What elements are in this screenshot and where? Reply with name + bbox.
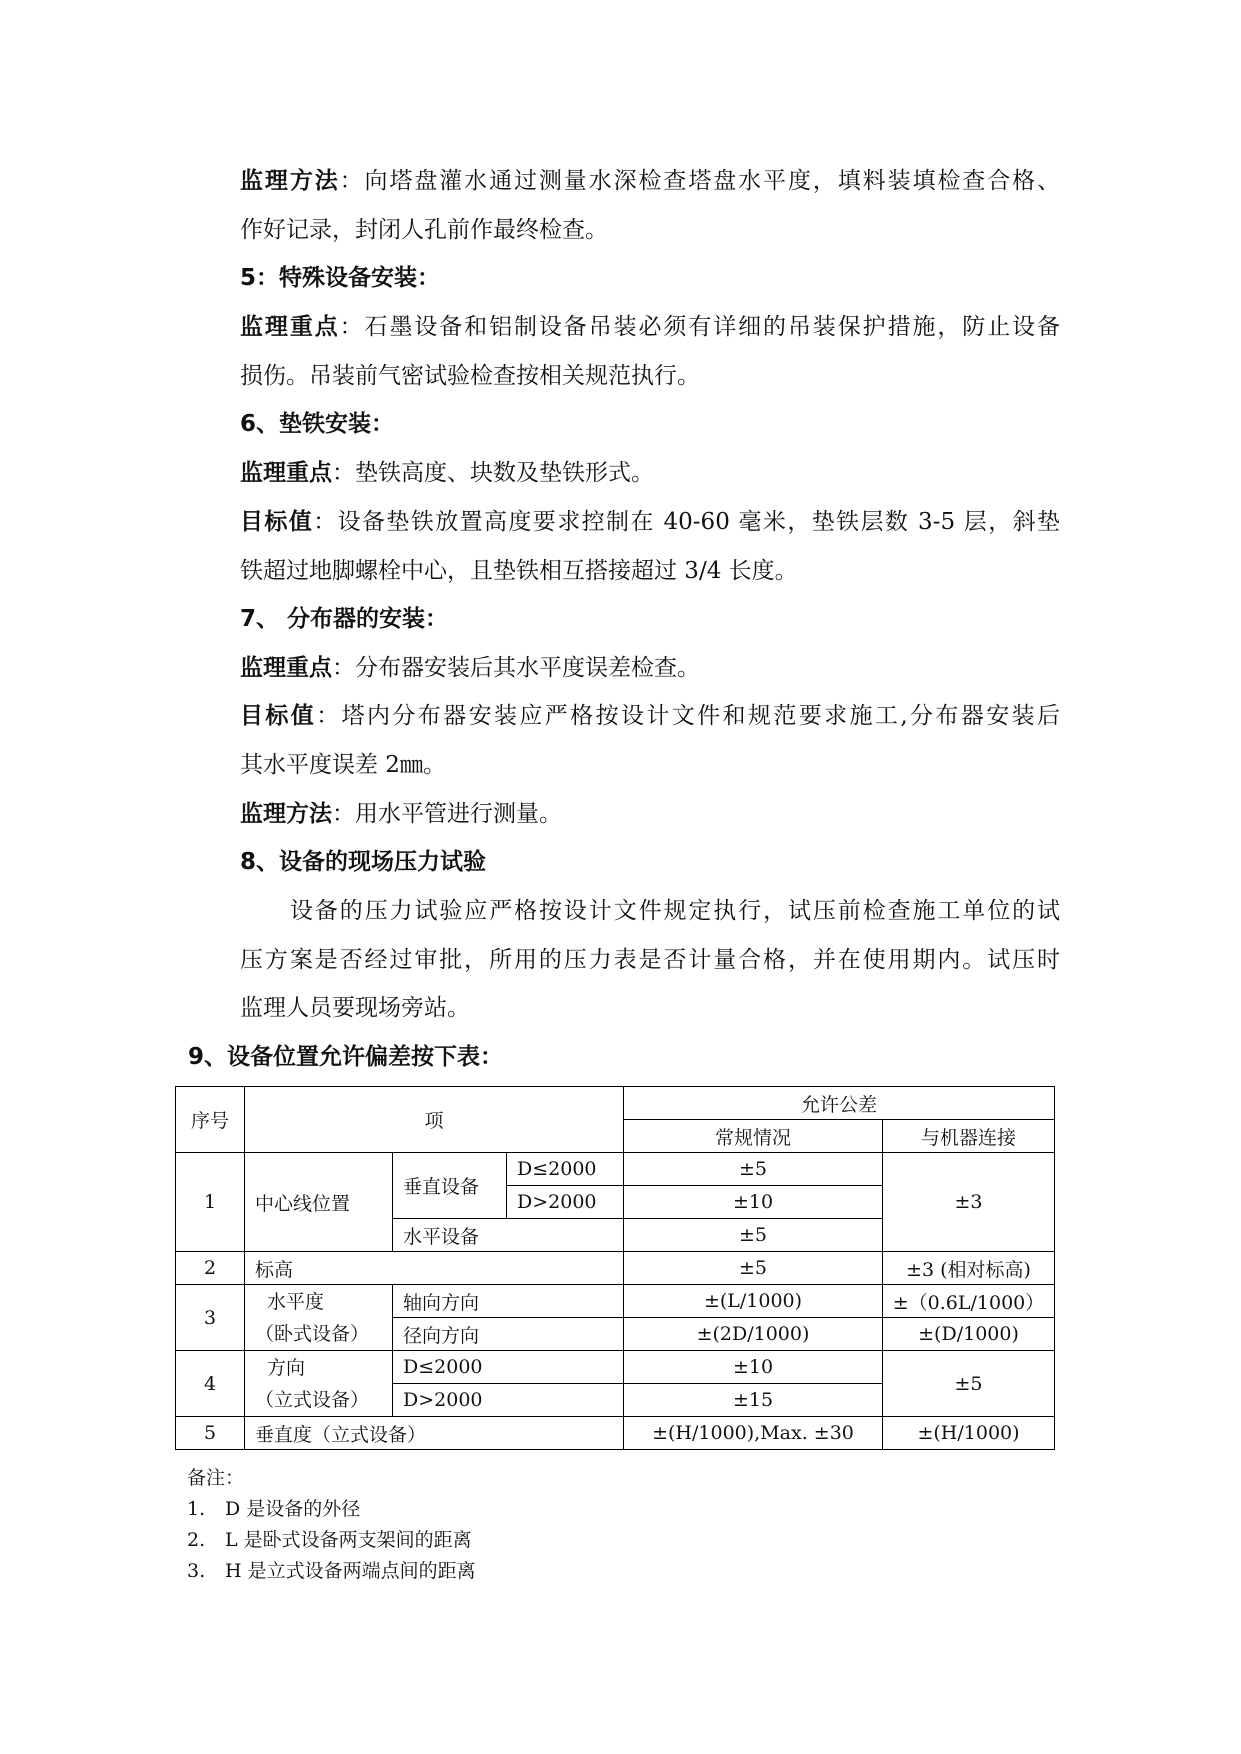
note-text: H 是立式设备两端点间的距离 [225,1560,476,1582]
note-number: 3. [187,1560,206,1582]
label-target-value: 目标值 [240,703,317,729]
notes-title: 备注： [187,1467,245,1489]
paragraph-line: 作好记录，封闭人孔前作最终检查。 [240,217,608,243]
cell-value: ±10 [624,1351,883,1384]
cell-no: 2 [176,1252,245,1285]
label-target-value: 目标值 [240,509,314,535]
paragraph-line [240,697,1060,730]
text: ：设备垫铁放置高度要求控制在 40-60 毫米，垫铁层数 3-5 层，斜垫 [313,509,1060,535]
cell-item-line: （卧式设备） [255,1322,370,1345]
text: ：塔内分布器安装应严格按设计文件和规范要求施工,分布器安装后 [316,703,1061,729]
label-supervision-method: 监理方法 [240,801,332,827]
table-row [176,1252,1055,1285]
cell-no: 5 [176,1417,245,1450]
paragraph-line: 监理人员要现场旁站。 [240,995,470,1021]
section-heading-7: 7、 分布器的安装： [240,606,449,632]
section-heading-5: 5：特殊设备安装： [240,265,441,291]
cell-machine: ±5 [883,1351,1055,1417]
text: ：用水平管进行测量。 [332,801,562,827]
note-number: 1. [187,1498,206,1520]
paragraph-line [240,503,1060,536]
paragraph-line: 铁超过地脚螺栓中心，且垫铁相互搭接超过 3/4 长度。 [240,558,798,584]
cell-sub: 径向方向 [393,1318,624,1351]
cell-no: 1 [176,1153,245,1252]
cell-machine: ±3 [883,1153,1055,1252]
paragraph-line [240,795,562,828]
text: ：向塔盘灌水通过测量水深检查塔盘水平度，填料装填检查合格、 [339,168,1060,194]
header-item: 项 [245,1087,624,1153]
section-heading-9: 9、设备位置允许偏差按下表： [188,1044,504,1070]
text: ：石墨设备和铝制设备吊装必须有详细的吊装保护措施，防止设备 [339,314,1060,340]
cell-sub: 水平设备 [393,1219,624,1252]
section-heading-8: 8、设备的现场压力试验 [240,849,487,875]
paragraph-line: 设备的压力试验应严格按设计文件规定执行，试压前检查施工单位的试 [290,898,1060,924]
paragraph-line: 损伤。吊装前气密试验检查按相关规范执行。 [240,363,700,389]
cell-machine: ±(H/1000) [883,1417,1055,1450]
paragraph-line [240,454,654,487]
cell-item-line: （立式设备） [255,1388,370,1411]
header-normal: 常规情况 [624,1120,883,1153]
cell-item [245,1285,393,1351]
label-supervision-focus: 监理重点 [240,314,340,340]
cell-machine: ±(D/1000) [883,1318,1055,1351]
label-supervision-focus: 监理重点 [240,655,332,681]
paragraph-line [240,649,700,682]
note-item [187,1556,476,1583]
note-item [187,1525,472,1552]
note-text: L 是卧式设备两支架间的距离 [225,1529,472,1551]
cell-item: 标高 [245,1252,624,1285]
label-supervision-focus: 监理重点 [240,460,332,486]
header-machine: 与机器连接 [883,1120,1055,1153]
cell-value: ±5 [624,1153,883,1186]
cell-value: ±(H/1000),Max. ±30 [624,1417,883,1450]
note-text: D 是设备的外径 [225,1498,361,1520]
section-heading-6: 6、垫铁安装： [240,411,395,437]
cell-sub: 轴向方向 [393,1285,624,1318]
table-row [176,1417,1055,1450]
cell-value: ±10 [624,1186,883,1219]
cell-cond: D≤2000 [507,1153,624,1186]
cell-item: 中心线位置 [245,1153,393,1252]
note-item [187,1494,360,1521]
cell-value: ±5 [624,1252,883,1285]
cell-value: ±(L/1000) [624,1285,883,1318]
label-supervision-method: 监理方法 [240,168,340,194]
header-no: 序号 [176,1087,245,1153]
cell-cond: D≤2000 [393,1351,624,1384]
cell-item-line: 水平度 [267,1290,325,1313]
table-row [176,1285,1055,1318]
text: ：垫铁高度、块数及垫铁形式。 [332,460,654,486]
cell-value: ±5 [624,1219,883,1252]
cell-value: ±15 [624,1384,883,1417]
header-tolerance: 允许公差 [624,1087,1055,1120]
cell-machine: ±（0.6L/1000） [883,1285,1055,1318]
table-row [176,1153,1055,1186]
cell-item [245,1351,393,1417]
note-number: 2. [187,1529,206,1551]
cell-cond: D>2000 [507,1186,624,1219]
cell-no: 4 [176,1351,245,1417]
table-row [176,1351,1055,1384]
table-header-row [176,1087,1055,1120]
cell-item: 垂直度（立式设备） [245,1417,624,1450]
paragraph-line [240,308,1060,341]
paragraph-line: 其水平度误差 2㎜。 [240,752,446,778]
cell-cond: D>2000 [393,1384,624,1417]
cell-machine: ±3 (相对标高) [883,1252,1055,1285]
tolerance-table [175,1086,1055,1450]
cell-sub: 垂直设备 [393,1153,507,1219]
cell-no: 3 [176,1285,245,1351]
text: ：分布器安装后其水平度误差检查。 [332,655,700,681]
cell-item-line: 方向 [267,1356,306,1379]
cell-value: ±(2D/1000) [624,1318,883,1351]
paragraph-line [240,162,1060,195]
paragraph-line: 压方案是否经过审批，所用的压力表是否计量合格，并在使用期内。试压时 [240,947,1060,973]
